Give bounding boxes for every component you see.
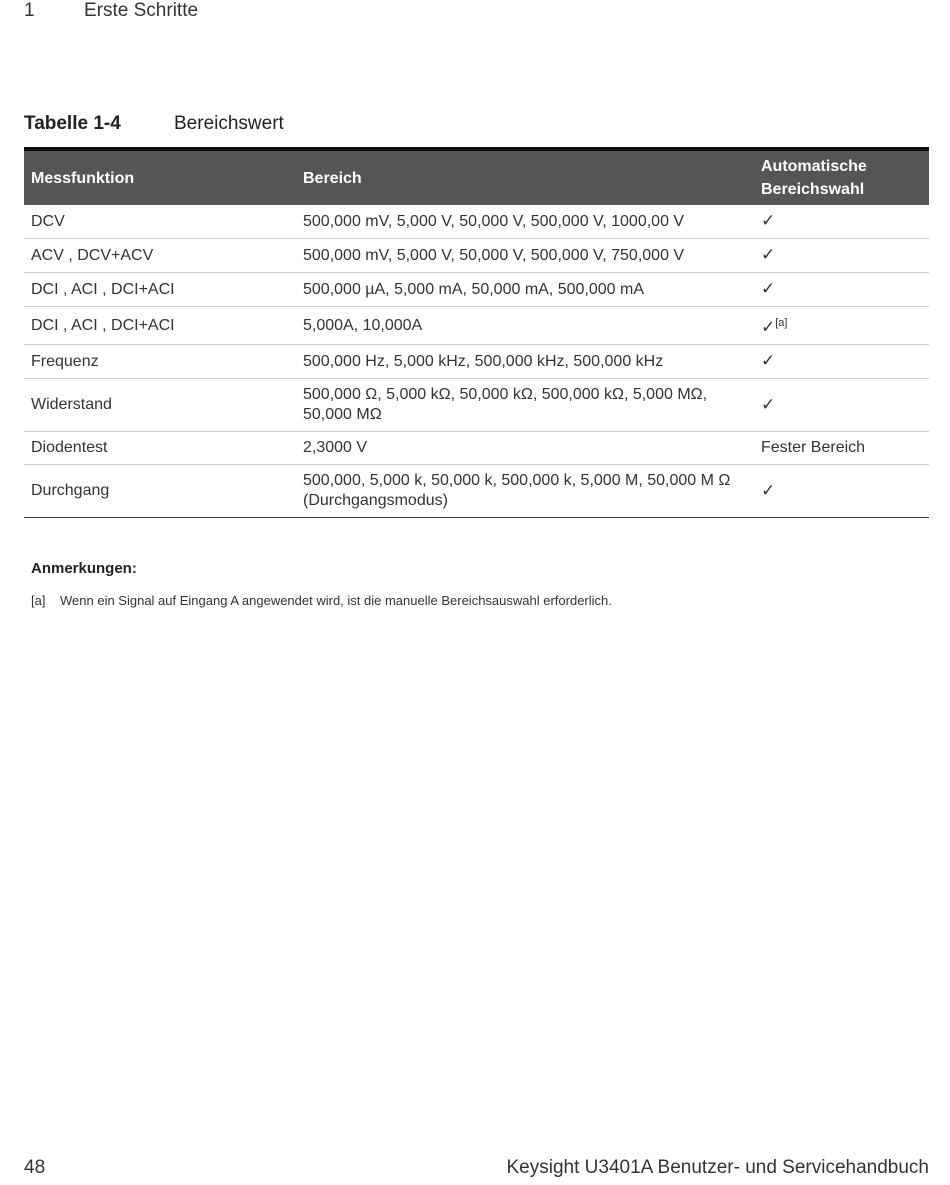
table-caption [24,112,284,136]
cell-range: 2,3000 V [296,432,754,465]
table-title: Bereichswert [174,113,284,134]
table-row [24,307,929,345]
cell-function: DCI , ACI , DCI+ACI [24,273,296,307]
footnote-mark: [a] [31,593,46,608]
cell-autorange [754,239,929,273]
table-row [24,379,929,432]
table-row [24,432,929,465]
checkmark-icon: ✓ [761,317,776,337]
cell-autorange: Fester Bereich [754,432,929,465]
range-table-container [24,147,929,518]
checkmark-icon: ✓ [761,351,776,371]
checkmark-icon: ✓ [761,394,776,414]
cell-autorange [754,465,929,518]
cell-range: 500,000 mV, 5,000 V, 50,000 V, 500,000 V, 1000,00 V [296,205,754,239]
table-row [24,239,929,273]
cell-range: 5,000A, 10,000A [296,307,754,345]
cell-autorange [754,345,929,379]
cell-range: 500,000, 5,000 k, 50,000 k, 500,000 k, 5,000 M, 50,000 M Ω (Durchgangsmodus) [296,465,754,518]
cell-function: DCV [24,205,296,239]
column-header-function: Messfunktion [24,149,296,205]
cell-autorange [754,273,929,307]
footnote-text: Wenn ein Signal auf Eingang A angewendet wird, ist die manuelle Bereichsauswahl erforderlich. [60,593,612,608]
cell-range: 500,000 Hz, 5,000 kHz, 500,000 kHz, 500,000 kHz [296,345,754,379]
page-number: 48 [24,1157,46,1178]
table-label: Tabelle 1-4 [24,113,121,134]
cell-function: Frequenz [24,345,296,379]
cell-range: 500,000 mV, 5,000 V, 50,000 V, 500,000 V, 750,000 V [296,239,754,273]
table-row [24,205,929,239]
checkmark-icon: ✓ [761,279,776,298]
cell-autorange [754,205,929,239]
table-row [24,273,929,307]
table-header-row [24,149,929,205]
column-header-range: Bereich [296,149,754,205]
cell-function: DCI , ACI , DCI+ACI [24,307,296,345]
cell-function: Diodentest [24,432,296,465]
cell-range: 500,000 Ω, 5,000 kΩ, 50,000 kΩ, 500,000 kΩ, 5,000 MΩ, 50,000 MΩ [296,379,754,432]
cell-function: Widerstand [24,379,296,432]
cell-autorange [754,379,929,432]
column-header-autorange: Automatische Bereichswahl [754,149,929,205]
chapter-number: 1 [24,0,35,21]
book-title: Keysight U3401A Benutzer- und Servicehandbuch [506,1157,929,1178]
checkmark-icon: ✓ [761,245,776,264]
chapter-title: Erste Schritte [84,0,199,21]
footnote [31,593,612,608]
table-row [24,345,929,379]
cell-function: ACV , DCV+ACV [24,239,296,273]
checkmark-icon: ✓ [761,480,776,500]
footnote-reference: [a] [775,317,788,329]
cell-range: 500,000 µA, 5,000 mA, 50,000 mA, 500,000 mA [296,273,754,307]
cell-function: Durchgang [24,465,296,518]
table-row [24,465,929,518]
cell-autorange [754,307,929,345]
checkmark-icon: ✓ [761,211,776,230]
notes-title: Anmerkungen: [31,560,137,577]
range-table [24,147,929,518]
page-header [24,0,198,22]
